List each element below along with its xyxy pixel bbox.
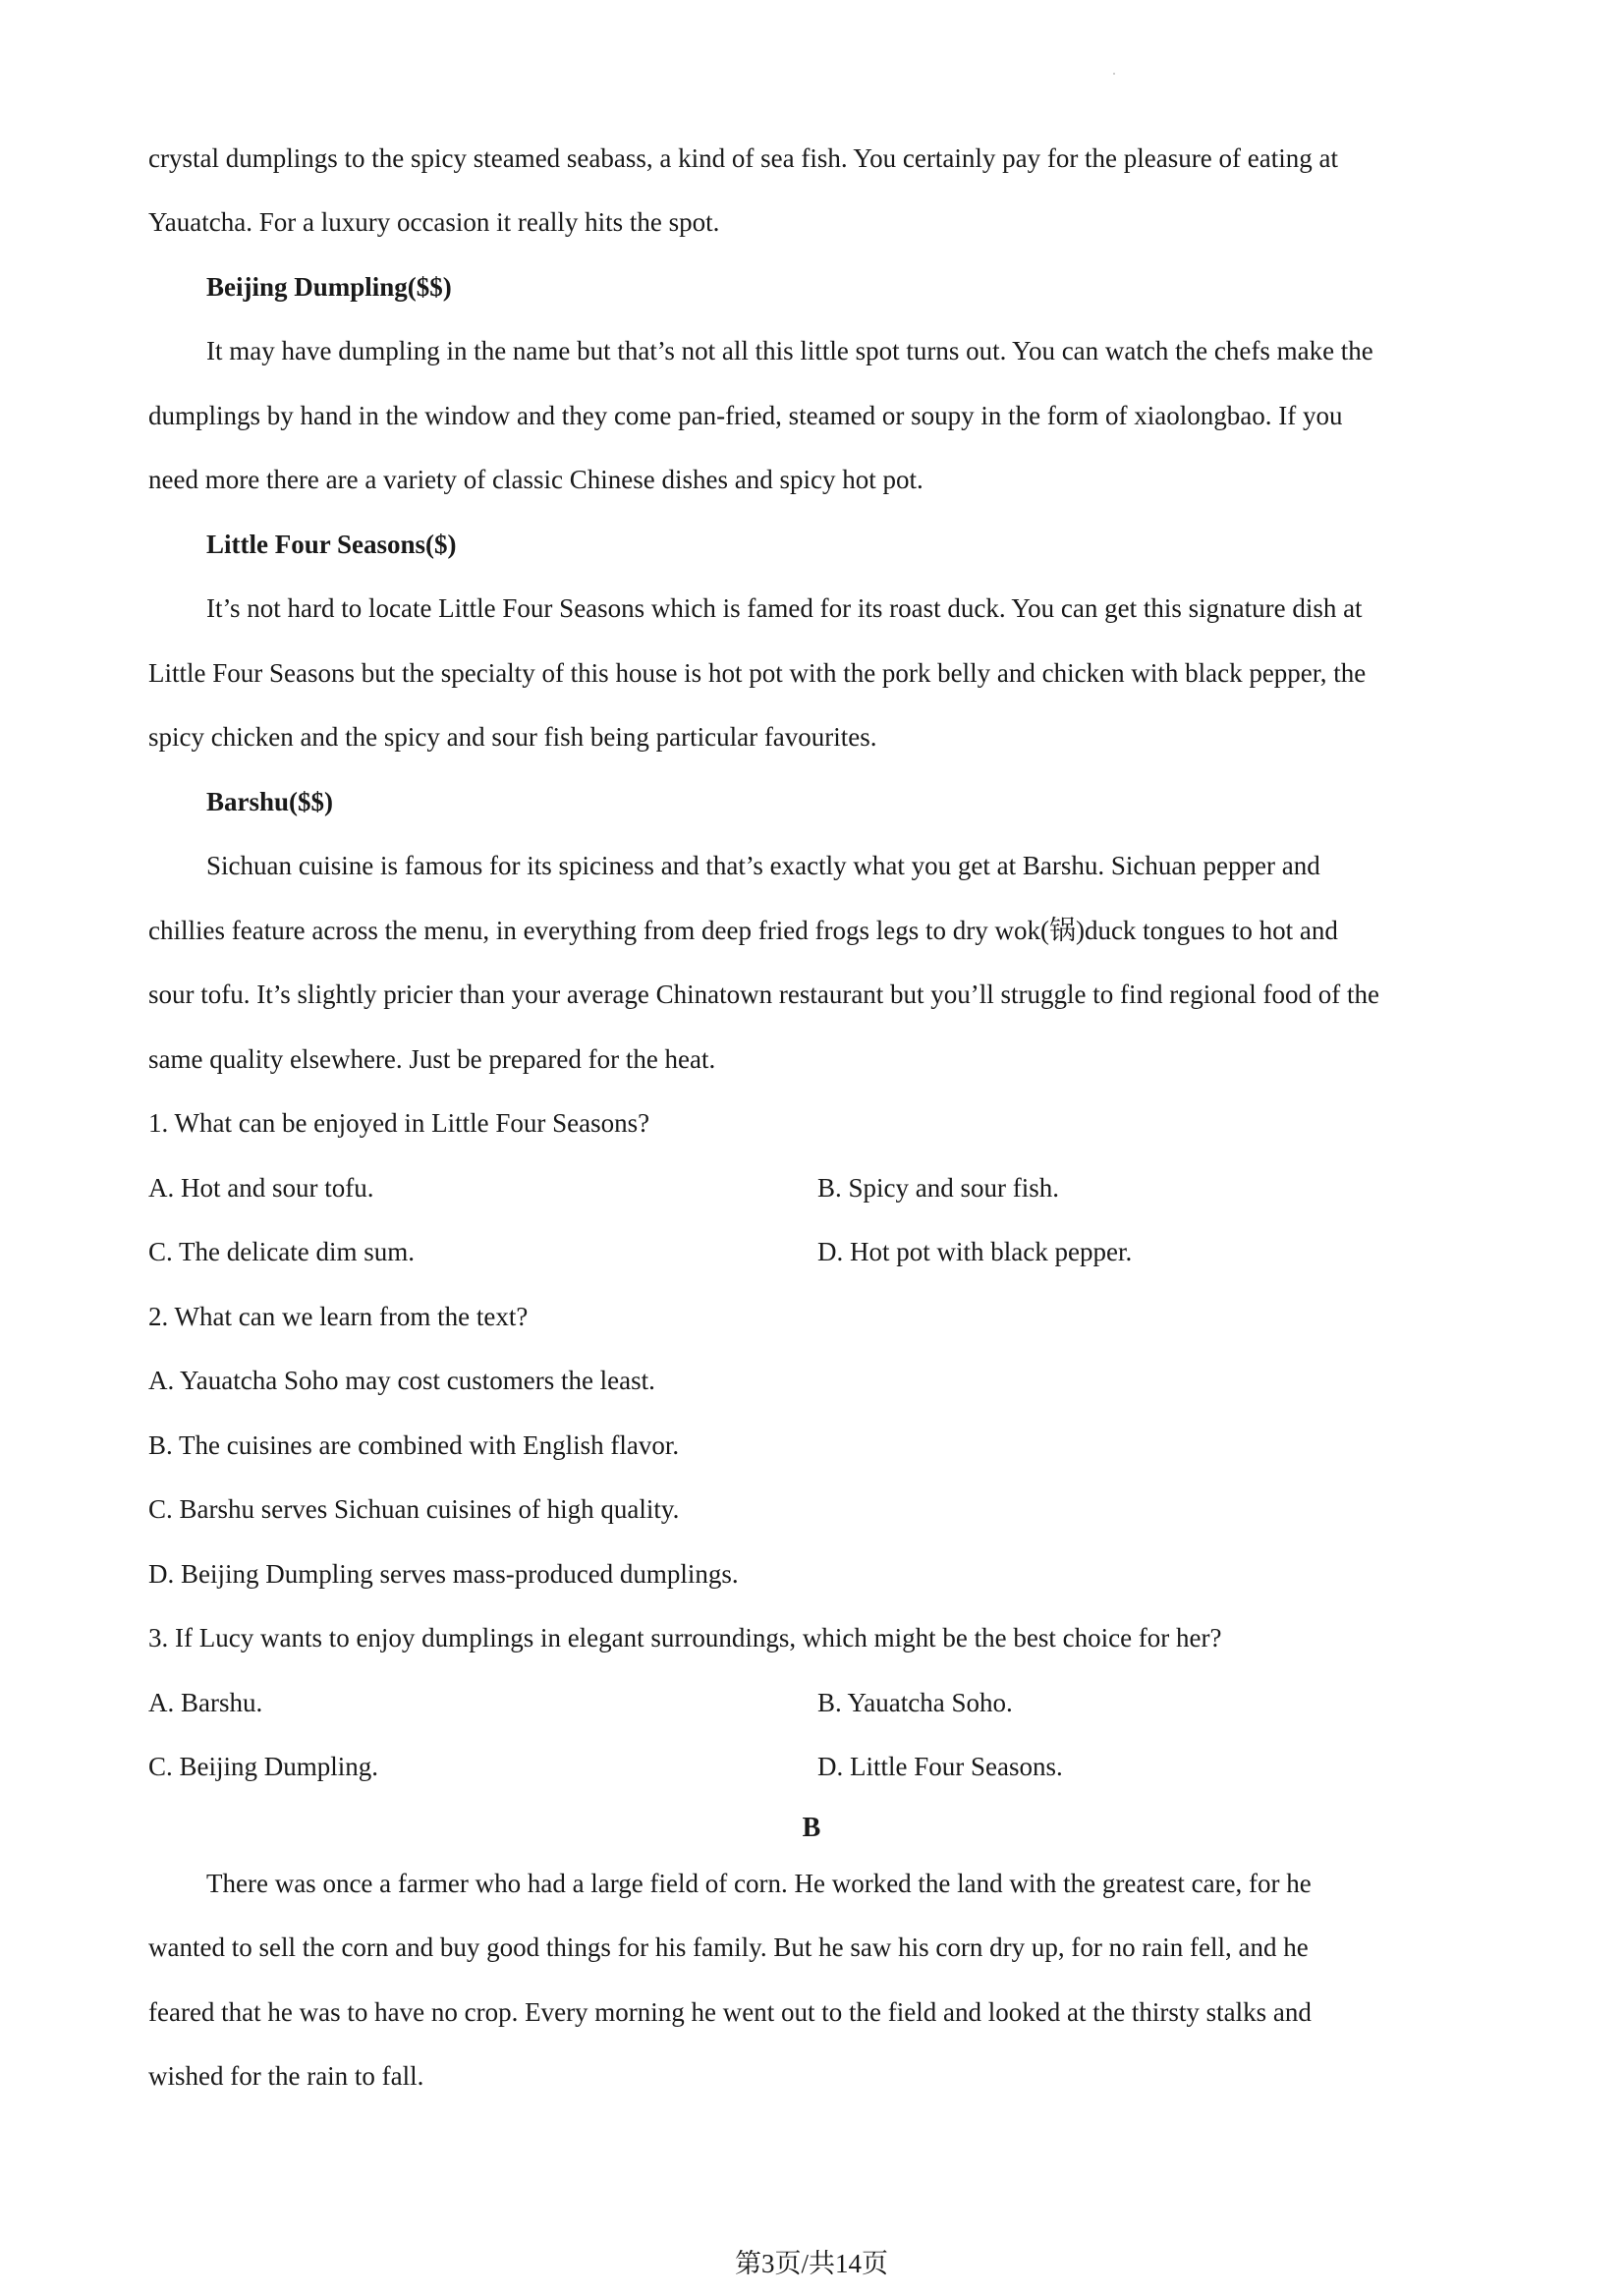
question-stem: 3. If Lucy wants to enjoy dumplings in elegant surroundings, which might be the best choice for her? <box>148 1623 1222 1652</box>
answer-option: D. Hot pot with black pepper. <box>817 1237 1133 1266</box>
answer-option: C. The delicate dim sum. <box>148 1237 415 1266</box>
section-heading: B <box>802 1813 821 1843</box>
passage-line: crystal dumplings to the spicy steamed seabass, a kind of sea fish. You certainly pay for the pleasure of eating at <box>148 143 1338 173</box>
question-stem: 2. What can we learn from the text? <box>148 1302 529 1331</box>
passage-line: chillies feature across the menu, in everything from deep fried frogs legs to dry wok(锅)duck tongues to hot and <box>148 916 1338 945</box>
passage-line: wanted to sell the corn and buy good things for his family. But he saw his corn dry up, for no rain fell, and he <box>148 1932 1309 1962</box>
answer-option: B. Yauatcha Soho. <box>817 1688 1013 1717</box>
passage-line: Yauatcha. For a luxury occasion it really hits the spot. <box>148 207 720 237</box>
passage-line: There was once a farmer who had a large field of corn. He worked the land with the greatest care, for he <box>206 1869 1312 1898</box>
passage-line: wished for the rain to fall. <box>148 2061 424 2091</box>
passage-line: It may have dumpling in the name but that’s not all this little spot turns out. You can watch the chefs make the <box>206 336 1373 365</box>
passage-line: sour tofu. It’s slightly pricier than your average Chinatown restaurant but you’ll struggle to find regional food of the <box>148 980 1379 1009</box>
passage-line: spicy chicken and the spicy and sour fish being particular favourites. <box>148 722 877 752</box>
passage-line: feared that he was to have no crop. Every morning he went out to the field and looked at the thirsty stalks and <box>148 1997 1312 2027</box>
answer-option: A. Hot and sour tofu. <box>148 1173 374 1203</box>
answer-option: C. Barshu serves Sichuan cuisines of high quality. <box>148 1494 680 1524</box>
answer-option: A. Yauatcha Soho may cost customers the least. <box>148 1366 655 1395</box>
answer-option: B. The cuisines are combined with English flavor. <box>148 1430 680 1460</box>
passage-line: need more there are a variety of classic Chinese dishes and spicy hot pot. <box>148 465 923 494</box>
passage-line: dumplings by hand in the window and they come pan-fried, steamed or soupy in the form of xiaolongbao. If you <box>148 401 1343 430</box>
answer-option: A. Barshu. <box>148 1688 263 1717</box>
passage-line: Little Four Seasons but the specialty of this house is hot pot with the pork belly and chicken with black pepper, the <box>148 658 1367 688</box>
question-stem: 1. What can be enjoyed in Little Four Seasons? <box>148 1108 650 1138</box>
page-number: 第3页/共14页 <box>734 2249 888 2278</box>
answer-option: D. Beijing Dumpling serves mass-produced dumplings. <box>148 1559 739 1589</box>
passage-line: It’s not hard to locate Little Four Seasons which is famed for its roast duck. You can get this signature dish at <box>206 593 1363 623</box>
restaurant-heading: Beijing Dumpling($$) <box>206 272 452 302</box>
restaurant-heading: Little Four Seasons($) <box>206 530 457 559</box>
answer-option: D. Little Four Seasons. <box>817 1752 1063 1781</box>
passage-line: Sichuan cuisine is famous for its spiciness and that’s exactly what you get at Barshu. Sichuan pepper and <box>206 851 1320 880</box>
answer-option: C. Beijing Dumpling. <box>148 1752 379 1781</box>
answer-option: B. Spicy and sour fish. <box>817 1173 1059 1203</box>
scan-speck <box>1113 73 1115 75</box>
restaurant-heading: Barshu($$) <box>206 787 334 816</box>
passage-line: same quality elsewhere. Just be prepared for the heat. <box>148 1044 716 1074</box>
